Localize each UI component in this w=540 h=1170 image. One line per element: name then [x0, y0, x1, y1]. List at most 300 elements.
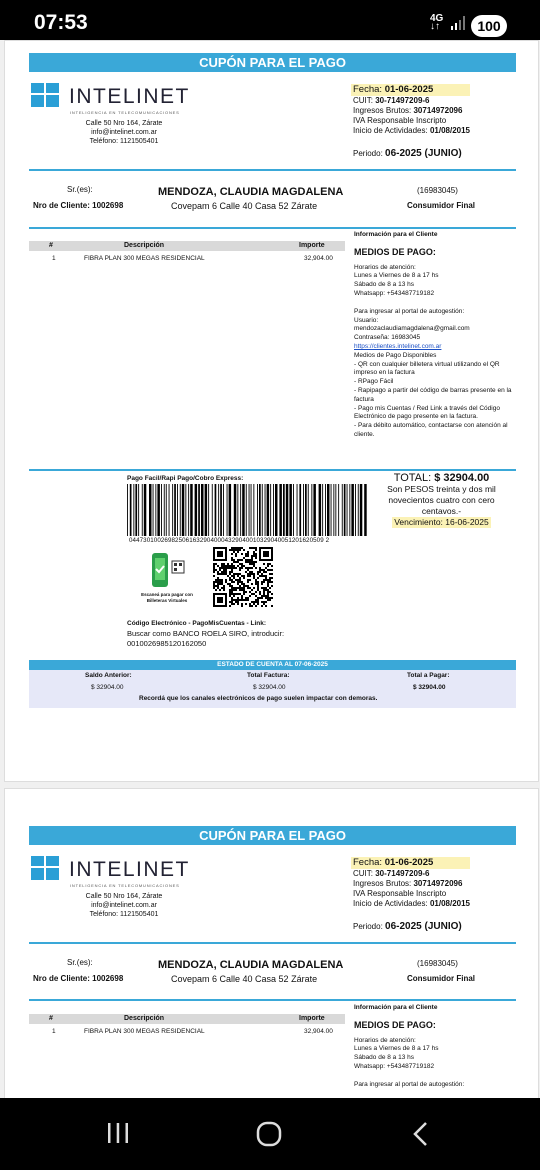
qr-module — [255, 595, 257, 597]
barcode-bar — [190, 484, 193, 536]
qr-module — [219, 581, 221, 583]
barcode-bar — [180, 484, 181, 536]
qr-module — [221, 581, 223, 583]
barcode-bar — [308, 484, 309, 536]
qr-module — [263, 551, 269, 557]
qr-module — [269, 569, 271, 571]
company-address: Calle 50 Nro 164, Zárate info@intelinet.com.ar Teléfono: 1121505401 — [85, 120, 163, 145]
qr-module — [243, 587, 245, 589]
qr-module — [229, 571, 231, 573]
divider — [29, 999, 516, 1001]
qr-module — [247, 597, 249, 599]
barcode-bar — [135, 484, 137, 536]
barcode-bar — [185, 484, 186, 536]
barcode-bar — [212, 484, 213, 536]
qr-module — [257, 599, 259, 601]
qr-module — [243, 589, 245, 591]
qr-module — [245, 555, 247, 557]
qr-module — [231, 585, 233, 587]
qr-module — [229, 573, 231, 575]
barcode-bar — [240, 484, 241, 536]
qr-module — [239, 563, 241, 565]
barcode-bar — [267, 484, 270, 536]
qr-module — [247, 599, 249, 601]
qr-module — [237, 581, 239, 583]
qr-module — [219, 569, 221, 571]
qr-module — [247, 573, 249, 575]
barcode-bar — [237, 484, 238, 536]
qr-module — [239, 549, 241, 551]
qr-module — [255, 579, 257, 581]
qr-module — [251, 583, 253, 585]
qr-module — [231, 601, 233, 603]
barcode-bar — [198, 484, 200, 536]
qr-module — [255, 557, 257, 559]
client-code: (16983045) — [417, 959, 458, 968]
qr-module — [253, 547, 255, 549]
qr-module — [243, 557, 245, 559]
qr-module — [241, 565, 243, 567]
qr-module — [251, 589, 253, 591]
barcode-bar — [286, 484, 289, 536]
qr-module — [263, 591, 265, 593]
qr-module — [239, 587, 241, 589]
qr-module — [213, 587, 215, 589]
barcode-bar — [249, 484, 250, 536]
qr-module — [235, 587, 237, 589]
qr-module — [259, 567, 261, 569]
qr-module — [271, 597, 273, 599]
qr-module — [231, 587, 233, 589]
qr-module — [241, 597, 243, 599]
qr-module — [217, 597, 223, 603]
qr-module — [257, 585, 259, 587]
qr-module — [231, 593, 233, 595]
qr-module — [229, 605, 231, 607]
qr-module — [257, 597, 259, 599]
qr-module — [249, 573, 251, 575]
qr-module — [215, 581, 217, 583]
qr-module — [253, 587, 255, 589]
barcode-bar — [279, 484, 282, 536]
barcode-bar — [223, 484, 224, 536]
qr-module — [233, 593, 235, 595]
barcode-bar — [364, 484, 367, 536]
qr-module — [271, 565, 273, 567]
electronic-code: Código Electrónico - PagoMisCuentas - Link: Buscar como BANCO ROELA SIRO, introducir: 0010026985120162050 — [127, 620, 285, 648]
qr-module — [217, 585, 219, 587]
qr-module — [215, 569, 217, 571]
qr-module — [217, 587, 219, 589]
qr-module — [259, 591, 261, 593]
qr-module — [255, 591, 257, 593]
barcode-bar — [355, 484, 356, 536]
qr-module — [215, 589, 217, 591]
qr-module — [231, 579, 233, 581]
qr-module — [217, 579, 219, 581]
qr-module — [247, 551, 249, 553]
company-logo: INTELINET INTELIGENCIA EN TELECOMUNICACIONES — [31, 856, 191, 892]
qr-module — [263, 575, 265, 577]
qr-module — [247, 575, 249, 577]
qr-module — [247, 553, 249, 555]
qr-module — [247, 569, 249, 571]
qr-module — [223, 563, 225, 565]
qr-module — [261, 595, 263, 597]
barcode-bar — [347, 484, 348, 536]
client-info: Información para el Cliente MEDIOS DE PAGO: Horarios de atención: Lunes a Viernes de 8 a 17 hs Sábado de 8 a 13 hs Whatsapp: +543487719182 Para ingresar al portal de autogestión: — [354, 1004, 465, 1088]
barcode-bar — [144, 484, 147, 536]
qr-module — [235, 567, 237, 569]
qr-module — [241, 563, 243, 565]
qr-module — [265, 587, 267, 589]
qr-module — [233, 577, 235, 579]
qr-module — [267, 585, 269, 587]
qr-module — [231, 575, 233, 577]
qr-module — [225, 581, 227, 583]
qr-module — [243, 583, 245, 585]
qr-module — [219, 567, 221, 569]
qr-module — [253, 555, 255, 557]
qr-module — [213, 575, 215, 577]
qr-module — [231, 549, 233, 551]
account-status: Saldo Anterior: $ 32904.00 Total Factura: $ 32904.00 Total a Pagar: $ 32904.00 Recordá que los canales electrónicos de pago suelen impactar con demoras. — [29, 670, 516, 708]
qr-module — [233, 581, 235, 583]
qr-module — [243, 599, 245, 601]
barcode-bar — [303, 484, 304, 536]
qr-module — [237, 601, 239, 603]
qr-module — [243, 565, 245, 567]
qr-module — [239, 567, 241, 569]
qr-module — [213, 569, 215, 571]
qr-module — [231, 569, 233, 571]
network-indicator: 4G ↓↑ — [430, 13, 444, 32]
due-date: Vencimiento: 16-06-2025 — [394, 517, 489, 527]
qr-module — [237, 551, 239, 553]
qr-module — [269, 591, 271, 593]
qr-module — [241, 581, 243, 583]
qr-module — [229, 567, 231, 569]
qr-module — [267, 563, 269, 565]
qr-module — [225, 579, 227, 581]
qr-module — [245, 599, 247, 601]
items-table-header: # Descripción Importe — [29, 1014, 345, 1024]
qr-module — [229, 583, 231, 585]
qr-module — [215, 563, 217, 565]
qr-module — [231, 553, 233, 555]
qr-module — [265, 579, 267, 581]
barcode-bar — [246, 484, 247, 536]
qr-module — [249, 561, 251, 563]
qr-module — [239, 573, 241, 575]
barcode-bar — [155, 484, 156, 536]
qr-module — [255, 605, 257, 607]
qr-module — [267, 591, 269, 593]
qr-module — [239, 579, 241, 581]
qr-module — [265, 597, 267, 599]
items-table-header: # Descripción Importe — [29, 241, 345, 251]
qr-module — [269, 587, 271, 589]
qr-module — [245, 591, 247, 593]
qr-module — [263, 571, 265, 573]
qr-module — [255, 547, 257, 549]
qr-module — [239, 599, 241, 601]
qr-module — [247, 579, 249, 581]
qr-module — [251, 555, 253, 557]
barcode-bar — [142, 484, 143, 536]
qr-module — [233, 547, 235, 549]
qr-module — [263, 589, 265, 591]
barcode-bar — [319, 484, 322, 536]
qr-module — [251, 563, 253, 565]
barcode-bar — [201, 484, 204, 536]
qr-module — [265, 601, 267, 603]
qr-module — [237, 575, 239, 577]
qr-module — [255, 599, 257, 601]
qr-module — [237, 573, 239, 575]
qr-module — [251, 561, 253, 563]
qr-module — [221, 587, 223, 589]
qr-module — [231, 563, 233, 565]
back-nav-icon[interactable] — [410, 1120, 430, 1148]
qr-module — [237, 603, 239, 605]
qr-module — [229, 549, 231, 551]
qr-module — [241, 547, 243, 549]
qr-module — [261, 569, 263, 571]
barcode-label: Pago Facil/Rapi Pago/Cobro Express: — [127, 475, 244, 482]
qr-module — [235, 549, 237, 551]
qr-module — [237, 579, 239, 581]
barcode-bar — [322, 484, 323, 536]
qr-module — [217, 565, 219, 567]
qr-module — [265, 605, 267, 607]
logo-wordmark: INTELINET — [69, 85, 190, 108]
qr-module — [261, 573, 263, 575]
qr-module — [249, 571, 251, 573]
qr-module — [263, 569, 265, 571]
qr-module — [249, 587, 251, 589]
qr-module — [241, 587, 243, 589]
qr-module — [227, 567, 229, 569]
qr-module — [223, 567, 225, 569]
qr-module — [235, 601, 237, 603]
barcode-bar — [265, 484, 266, 536]
qr-module — [233, 573, 235, 575]
qr-module — [231, 571, 233, 573]
qr-module — [231, 581, 233, 583]
qr-module — [229, 595, 231, 597]
barcode-bar — [218, 484, 219, 536]
qr-module — [247, 555, 249, 557]
barcode-bar — [169, 484, 170, 536]
qr-module — [267, 583, 269, 585]
barcode-bar — [311, 484, 312, 536]
billing-period: Periodo: 06-2025 (JUNIO) — [353, 148, 462, 159]
qr-module — [227, 583, 229, 585]
barcode-bar — [344, 484, 346, 536]
qr-module — [271, 569, 273, 571]
qr-module — [229, 585, 231, 587]
qr-module — [229, 577, 231, 579]
qr-module — [223, 565, 225, 567]
qr-module — [217, 571, 219, 573]
qr-module — [221, 579, 223, 581]
qr-module — [241, 599, 243, 601]
qr-module — [259, 571, 261, 573]
qr-module — [225, 569, 227, 571]
qr-module — [257, 587, 259, 589]
qr-module — [259, 569, 261, 571]
qr-module — [267, 595, 269, 597]
qr-module — [265, 571, 267, 573]
qr-module — [241, 589, 243, 591]
qr-module — [229, 579, 231, 581]
qr-module — [225, 567, 227, 569]
qr-module — [257, 589, 259, 591]
barcode-bar — [208, 484, 209, 536]
qr-module — [261, 583, 263, 585]
client-info: Información para el Cliente MEDIOS DE PAGO: Horarios de atención: Lunes a Viernes de 8 a 17 hs Sábado de 8 a 13 hs Whatsapp: +543487719182 Para ingresar al portal de autogestión: Usuario: mendozaclaudiamagdalena@gmail.com Contraseña: 16983045 https://clientes.intelinet.com.ar Medios de Pago Disponibles - QR con cualquier billetera virtual utilizando el QR impreso en la factura - RPago Fácil - Rapipago a partir del código de barras presente en la factura - Pago mis Cuentas / Red Link a través del Código Electrónico de pago presente en la factura. - Para débito automático, contactarse con atención al cliente. — [354, 231, 516, 440]
coupon-title: CUPÓN PARA EL PAGO — [29, 826, 516, 845]
qr-module — [225, 571, 227, 573]
qr-module — [223, 573, 225, 575]
client-label: Sr.(es): — [67, 185, 93, 194]
qr-module — [255, 567, 257, 569]
qr-module — [267, 569, 269, 571]
qr-module — [269, 563, 271, 565]
qr-module — [235, 553, 237, 555]
qr-module — [259, 575, 261, 577]
divider — [29, 469, 516, 471]
qr-module — [233, 565, 235, 567]
qr-module — [225, 573, 227, 575]
qr-module — [237, 593, 239, 595]
barcode-bar — [166, 484, 167, 536]
qr-module — [263, 601, 265, 603]
qr-module — [249, 579, 251, 581]
barcode-bar — [313, 484, 316, 536]
qr-module — [267, 593, 269, 595]
qr-module — [233, 551, 235, 553]
qr-module — [267, 579, 269, 581]
qr-module — [231, 559, 233, 561]
qr-module — [217, 583, 219, 585]
qr-module — [265, 577, 267, 579]
qr-module — [239, 585, 241, 587]
qr-code-icon[interactable] — [213, 547, 273, 607]
qr-module — [237, 559, 239, 561]
barcode-bar — [177, 484, 178, 536]
qr-module — [247, 559, 249, 561]
barcode-bar — [275, 484, 278, 536]
qr-module — [251, 559, 253, 561]
qr-module — [243, 577, 245, 579]
qr-module — [235, 561, 237, 563]
qr-module — [251, 593, 253, 595]
qr-module — [249, 575, 251, 577]
qr-module — [263, 593, 265, 595]
qr-module — [223, 569, 225, 571]
qr-module — [251, 571, 253, 573]
barcode-bar — [338, 484, 339, 536]
home-nav-icon[interactable] — [255, 1120, 283, 1148]
qr-module — [251, 605, 253, 607]
status-bar — [0, 0, 540, 40]
company-address: Calle 50 Nro 164, Zárate info@intelinet.com.ar Teléfono: 1121505401 — [85, 893, 163, 918]
qr-module — [235, 555, 237, 557]
barcode-bar — [335, 484, 336, 536]
qr-module — [221, 565, 223, 567]
barcode-bar — [138, 484, 139, 536]
qr-module — [237, 561, 239, 563]
qr-module — [223, 585, 225, 587]
qr-module — [243, 591, 245, 593]
qr-module — [267, 581, 269, 583]
qr-module — [243, 575, 245, 577]
menu-nav-icon[interactable] — [106, 1122, 130, 1144]
qr-module — [251, 567, 253, 569]
barcode-bar — [157, 484, 160, 536]
qr-module — [249, 591, 251, 593]
coupon-page-copy — [4, 788, 539, 1108]
qr-module — [269, 599, 271, 601]
barcode-bar — [342, 484, 343, 536]
client-number: Nro de Cliente: 1002698 — [33, 201, 124, 210]
qr-module — [245, 553, 247, 555]
qr-module — [221, 583, 223, 585]
qr-module — [233, 603, 235, 605]
qr-module — [227, 575, 229, 577]
qr-module — [231, 565, 233, 567]
qr-module — [249, 559, 251, 561]
qr-module — [253, 553, 255, 555]
barcode-bar — [299, 484, 301, 536]
barcode-bar — [293, 484, 294, 536]
barcode-bar — [273, 484, 274, 536]
qr-module — [255, 555, 257, 557]
qr-module — [223, 587, 225, 589]
coupon-page — [4, 40, 539, 782]
portal-link[interactable]: https://clientes.intelinet.com.ar — [354, 342, 442, 350]
qr-module — [231, 589, 233, 591]
barcode-bar — [257, 484, 258, 536]
qr-module — [261, 575, 263, 577]
divider — [29, 942, 516, 944]
barcode-bar — [195, 484, 198, 536]
qr-module — [267, 589, 269, 591]
qr-module — [269, 581, 271, 583]
qr-module — [245, 567, 247, 569]
qr-module — [221, 567, 223, 569]
qr-module — [239, 547, 241, 549]
qr-module — [245, 603, 247, 605]
qr-module — [249, 605, 251, 607]
qr-module — [261, 581, 263, 583]
client-number: Nro de Cliente: 1002698 — [33, 974, 124, 983]
client-name: MENDOZA, CLAUDIA MAGDALENA — [158, 186, 344, 198]
qr-module — [249, 603, 251, 605]
qr-module — [253, 573, 255, 575]
qr-module — [239, 589, 241, 591]
qr-module — [215, 579, 217, 581]
qr-module — [259, 593, 261, 595]
qr-module — [247, 585, 249, 587]
qr-module — [261, 601, 263, 603]
qr-module — [245, 571, 247, 573]
qr-module — [225, 565, 227, 567]
qr-module — [245, 597, 247, 599]
qr-module — [261, 597, 263, 599]
